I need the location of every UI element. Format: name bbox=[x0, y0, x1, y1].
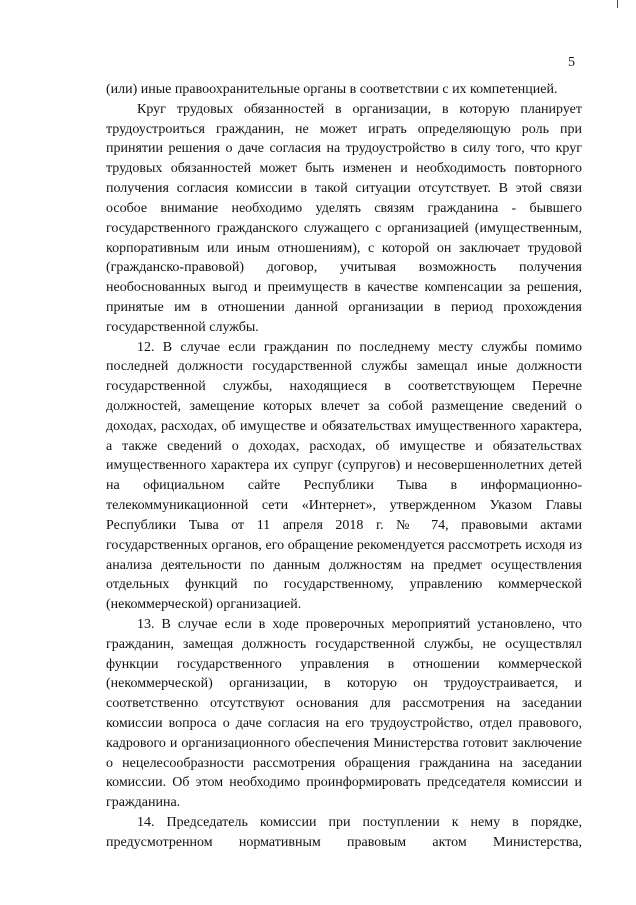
paragraph-item-12: 12. В случае если гражданин по последнему месту службы помимо последней должности государственной службы замещал иные должности государственной службы, находящиеся в соответствующем Перечне должностей, замещение которых влечет за собой размещение сведений о доходах, расходах, об имуществе и обязательствах имущественного характера, а также сведений о доходах, расходах, об имуществе и обязательствах имущественного характера их супруг (супругов) и несовершеннолетних детей на официальном сайте Республики Тыва в информационно-телекоммуникационной сети «Интернет», утвержденном Указом Главы Республики Тыва от 11 апреля 2018 г. № 74, правовыми актами государственных органов, его обращение рекомендуется рассмотреть исходя из анализа деятельности по данным должностям на предмет осуществления отдельных функций по государственному, управлению коммерческой (некоммерческой) организацией. bbox=[106, 339, 582, 613]
paragraph-continuation: (или) иные правоохранительные органы в соответствии с их компетенцией. bbox=[106, 82, 558, 97]
scan-edge-mark bbox=[617, 0, 618, 8]
page-number: 5 bbox=[568, 55, 575, 70]
paragraph-item-14: 14. Председатель комиссии при поступлении к нему в порядке, предусмотренном нормативным правовым актом Министерства, bbox=[106, 815, 582, 850]
paragraph-labor-duties: Круг трудовых обязанностей в организации, в которую планирует трудоустроиться гражданин, не может играть определяющую роль при принятии решения о даче согласия на трудоустройство в силу того, что круг трудовых обязанностей может быть изменен и необходимость повторного получения согласия комиссии в такой ситуации отсутствует. В этой связи особое внимание необходимо уделять связям гражданина - бывшего государственного гражданского служащего с организацией (имущественным, корпоративным или иным отношениям), с которой он заключает трудовой (гражданско-правовой) договор, учитывая возможность получения необоснованных выгод и преимуществ в качестве компенсации за решения, принятые им в отношении данной организации в период прохождения государственной службы. bbox=[106, 101, 582, 335]
document-body bbox=[106, 80, 582, 853]
paragraph-item-13: 13. В случае если в ходе проверочных мероприятий установлено, что гражданин, замещая должность государственной службы, не осуществлял функции государственного управления в отношении коммерческой (некоммерческой) организации, в которую он трудоустраивается, и соответственно отсутствуют основания для рассмотрения на заседании комиссии вопроса о даче согласия на его трудоустройство, отдел правового, кадрового и организационного обеспечения Министерства готовит заключение о нецелесообразности рассмотрения обращения гражданина на заседании комиссии. Об этом необходимо проинформировать председателя комиссии и гражданина. bbox=[106, 616, 582, 811]
